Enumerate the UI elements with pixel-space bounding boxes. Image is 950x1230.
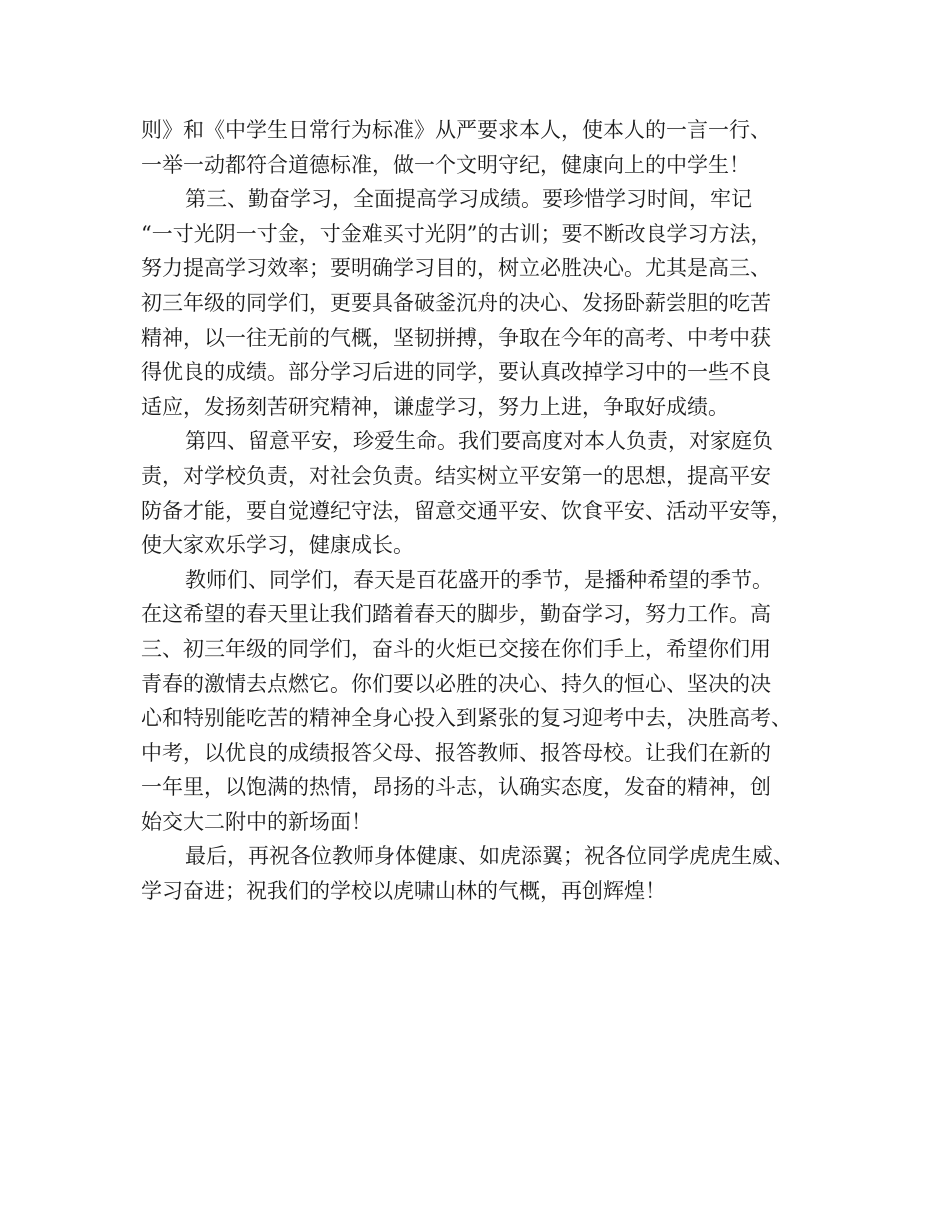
paragraph-first-line: 最后，再祝各位教师身体健康、如虎添翼；祝各位同学虎虎生威、 [185,844,794,869]
text-line: 中考，以优良的成绩报答父母、报答教师、报答母校。让我们在新的 [141,740,771,765]
text-line: “一寸光阴一寸金，寸金难买寸光阴”的古训；要不断改良学习方法， [141,221,772,246]
text-line: 使大家欢乐学习，健康成长。 [141,533,414,558]
text-line: 适应，发扬刻苦研究精神，谦虚学习，努力上进，争取好成绩。 [141,394,729,419]
text-line: 心和特别能吃苦的精神全身心投入到紧张的复习迎考中去，决胜高考、 [141,706,792,731]
text-line: 在这希望的春天里让我们踏着春天的脚步，勤奋学习，努力工作。高 [141,602,771,627]
text-line: 则》和《中学生日常行为标准》从严要求本人，使本人的一言一行、 [141,118,771,142]
text-line: 始交大二附中的新场面！ [141,809,372,834]
text-line: 青春的激情去点燃它。你们要以必胜的决心、持久的恒心、坚决的决 [141,671,771,696]
text-line: 得优良的成绩。部分学习后进的同学，要认真改掉学习中的一些不良 [141,360,771,385]
text-line: 学习奋进；祝我们的学校以虎啸山林的气概，再创辉煌！ [141,879,666,904]
text-line: 责，对学校负责，对社会负责。结实树立平安第一的思想，提高平安 [141,463,771,488]
text-line: 三、初三年级的同学们，奋斗的火炬已交接在你们手上，希望你们用 [141,636,771,661]
paragraph-first-line: 第三、勤奋学习，全面提高学习成绩。要珍惜学习时间，牢记 [185,187,752,212]
text-line: 努力提高学习效率；要明确学习目的，树立必胜决心。尤其是高三、 [141,256,771,281]
text-line: 防备才能，要自觉遵纪守法，留意交通平安、饮食平安、活动平安等， [141,498,792,523]
paragraph-first-line: 教师们、同学们，春天是百花盛开的季节，是播种希望的季节。 [185,567,773,592]
document-body [141,113,831,909]
text-line: 初三年级的同学们，更要具备破釜沉舟的决心、发扬卧薪尝胆的吃苦 [141,290,771,315]
paragraph-first-line: 第四、留意平安，珍爱生命。我们要高度对本人负责，对家庭负 [185,429,773,454]
text-line: 精神，以一往无前的气概，坚韧拼搏，争取在今年的高考、中考中获 [141,325,771,350]
text-line: 一年里，以饱满的热情，昂扬的斗志，认确实态度，发奋的精神，创 [141,775,771,800]
text-line: 一举一动都符合道德标准，做一个文明守纪，健康向上的中学生！ [141,152,750,177]
